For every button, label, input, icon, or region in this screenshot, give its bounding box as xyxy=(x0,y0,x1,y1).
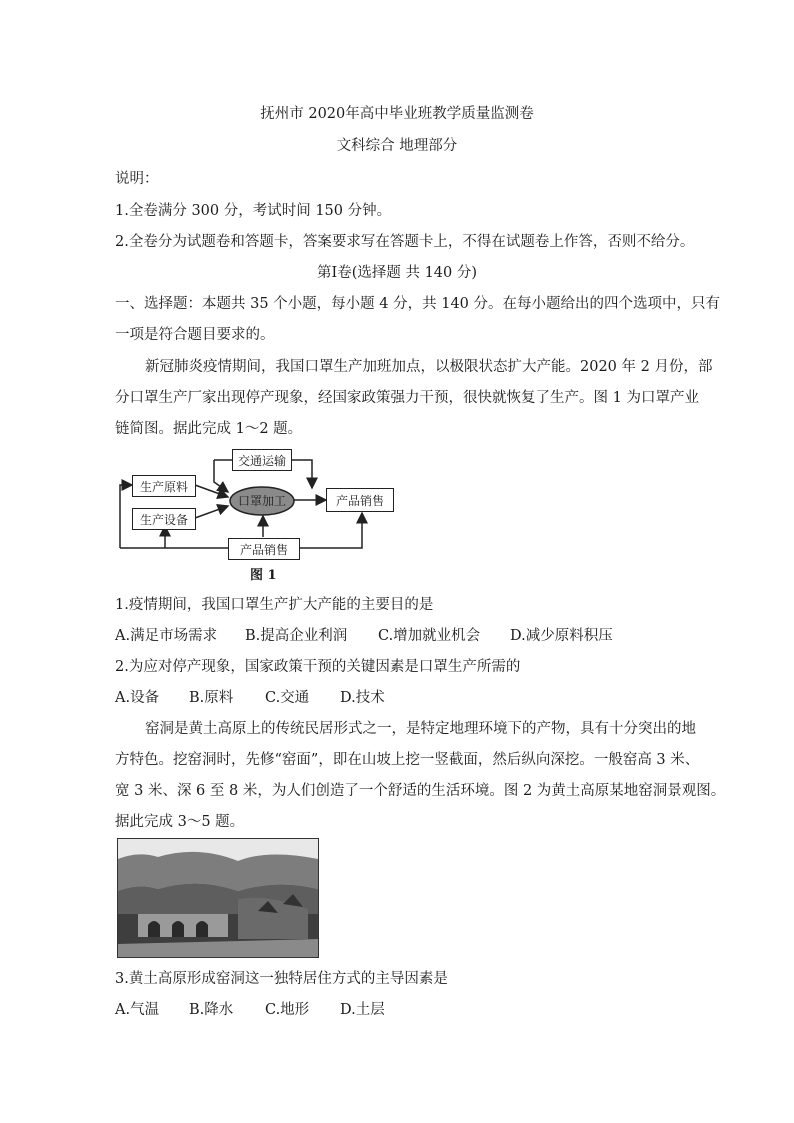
passage1-line-1: 新冠肺炎疫情期间，我国口罩生产加班加点，以极限状态扩大产能。2020 年 2 月份，部 xyxy=(145,359,713,375)
page-title: 抚州市 2020年高中毕业班教学质量监测卷 xyxy=(260,106,534,122)
passage2-line-4: 据此完成 3～5 题。 xyxy=(115,814,245,830)
question-3-option-b: B.降水 xyxy=(189,1002,234,1018)
question-3-option-c: C.地形 xyxy=(265,1002,310,1018)
figure-2-cave-dwelling-photo xyxy=(117,838,319,958)
passage1-line-2: 分口罩生产厂家出现停产现象，经国家政策强力干预，很快就恢复了生产。图 1 为口罩产业 xyxy=(115,390,699,406)
box-sales-right: 产品销售 xyxy=(326,488,394,512)
instruction-item-2: 2.全卷分为试题卷和答题卡，答案要求写在答题卡上，不得在试题卷上作答，否则不给分。 xyxy=(115,234,695,250)
question-3-option-a: A.气温 xyxy=(115,1002,160,1018)
question-2-option-d: D.技术 xyxy=(340,690,385,706)
question-1-stem: 1.疫情期间，我国口罩生产扩大产能的主要目的是 xyxy=(115,597,434,613)
section-intro-line-1: 一、选择题：本题共 35 个小题，每小题 4 分，共 140 分。在每小题给出的四个选项中，只有 xyxy=(115,296,721,312)
section-intro-line-2: 一项是符合题目要求的。 xyxy=(115,327,275,343)
question-2-option-b: B.原料 xyxy=(189,690,234,706)
question-2-option-c: C.交通 xyxy=(265,690,310,706)
instructions-label: 说明： xyxy=(115,171,159,187)
passage2-line-3: 宽 3 米、深 6 至 8 米，为人们创造了一个舒适的生活环境。图 2 为黄土高原某地窑洞景观图。 xyxy=(115,783,726,799)
question-1-option-d: D.减少原料积压 xyxy=(510,628,613,644)
passage2-line-1: 窑洞是黄土高原上的传统民居形式之一，是特定地理环境下的产物，具有十分突出的地 xyxy=(145,721,696,737)
box-transport: 交通运输 xyxy=(232,449,292,471)
box-equipment: 生产设备 xyxy=(132,508,196,530)
question-1-option-a: A.满足市场需求 xyxy=(115,628,218,644)
question-1-option-b: B.提高企业利润 xyxy=(245,628,348,644)
box-raw-materials: 生产原料 xyxy=(132,475,196,497)
page-subtitle: 文科综合 地理部分 xyxy=(336,138,458,154)
passage2-line-2: 方特色。挖窑洞时，先修“窑面”，即在山坡上挖一竖截面，然后纵向深挖。一般窑高 3 米、 xyxy=(115,752,700,768)
question-2-option-a: A.设备 xyxy=(115,690,160,706)
section-title: 第Ⅰ卷(选择题 共 140 分) xyxy=(316,265,478,281)
instruction-item-1: 1.全卷满分 300 分，考试时间 150 分钟。 xyxy=(115,203,392,219)
question-3-stem: 3.黄土高原形成窑洞这一独特居住方式的主导因素是 xyxy=(115,971,448,987)
question-3-option-d: D.土层 xyxy=(340,1002,385,1018)
question-2-stem: 2.为应对停产现象，国家政策干预的关键因素是口罩生产所需的 xyxy=(115,659,521,675)
label-mask-processing: 口罩加工 xyxy=(237,494,286,508)
figure-1-caption: 图 1 xyxy=(250,568,277,583)
figure-1-diagram xyxy=(110,440,410,585)
question-1-option-c: C.增加就业机会 xyxy=(378,628,481,644)
passage1-line-3: 链简图。据此完成 1～2 题。 xyxy=(115,421,303,437)
box-sales-bottom: 产品销售 xyxy=(228,538,300,560)
